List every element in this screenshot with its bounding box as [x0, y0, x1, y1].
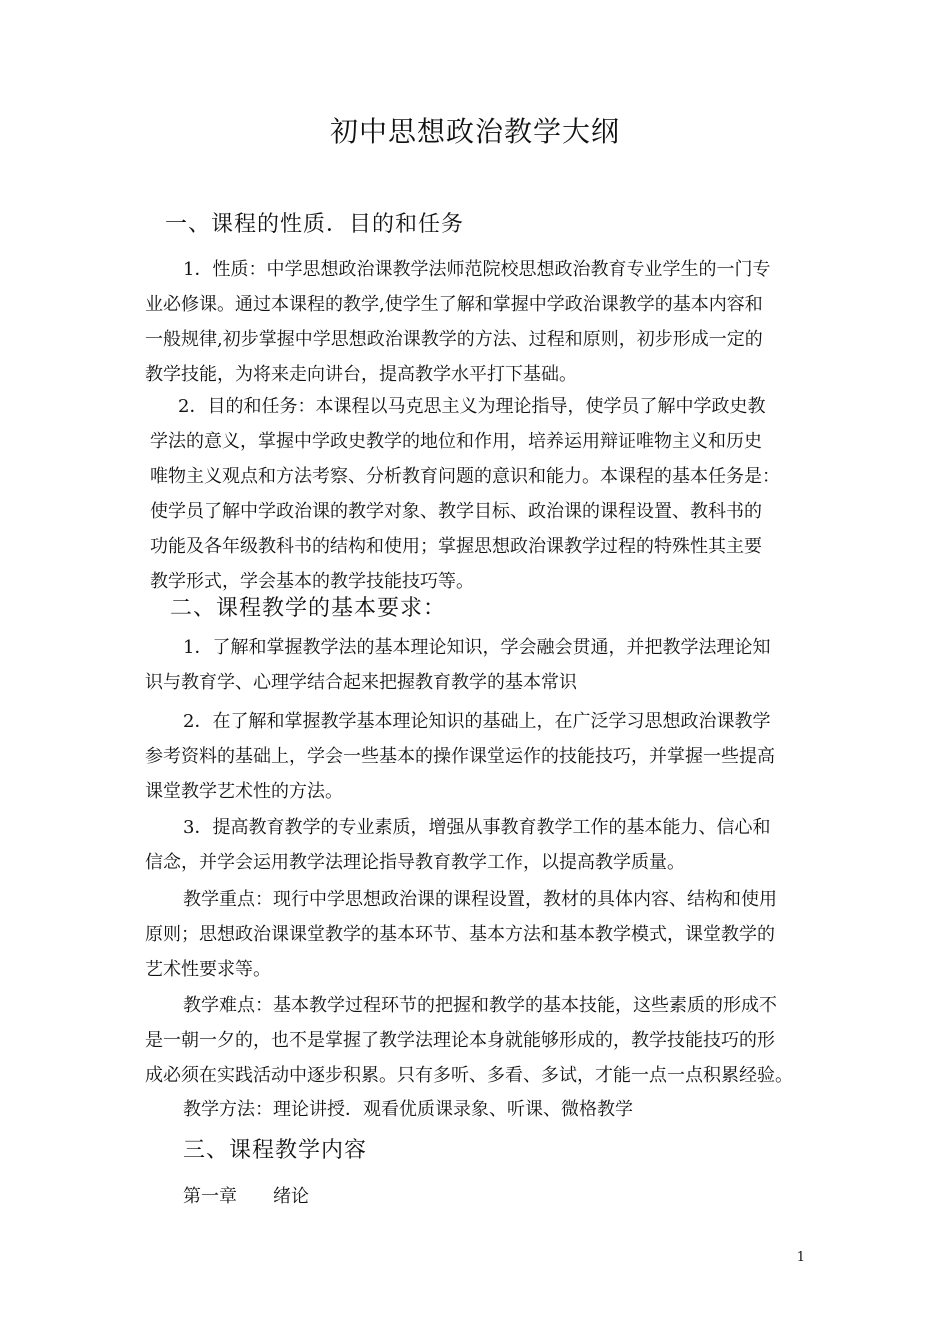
paragraph-teaching-focus — [145, 882, 810, 987]
paragraph-requirement-2 — [145, 704, 810, 809]
paragraph-teaching-methods — [183, 1092, 803, 1127]
text-line: 一般规律,初步掌握中学思想政治课教学的方法、过程和原则，初步形成一定的 — [145, 329, 763, 350]
paragraph-nature — [145, 252, 810, 392]
text-line: 课堂教学艺术性的方法。 — [145, 781, 343, 802]
text-line: 教学重点：现行中学思想政治课的课程设置，教材的具体内容、结构和使用 — [183, 889, 777, 910]
text-line: 使学员了解中学政治课的教学对象、教学目标、政治课的课程设置、教科书的 — [150, 501, 762, 522]
text-line: 艺术性要求等。 — [145, 959, 271, 980]
page-number: 1 — [796, 1250, 805, 1265]
text-line: 教学难点：基本教学过程环节的把握和教学的基本技能，这些素质的形成不 — [183, 995, 777, 1016]
text-line: 2．在了解和掌握教学基本理论知识的基础上，在广泛学习思想政治课教学 — [183, 711, 771, 732]
paragraph-requirement-1 — [145, 630, 810, 700]
chapter-heading: 第一章 绪论 — [183, 1186, 309, 1207]
paragraph-goals — [150, 389, 815, 599]
text-line: 教学技能，为将来走向讲台，提高教学水平打下基础。 — [145, 364, 577, 385]
paragraph-requirement-3 — [145, 810, 810, 880]
document-title: 初中思想政治教学大纲 — [329, 115, 620, 148]
section-heading-3: 三、课程教学内容 — [183, 1138, 368, 1163]
text-line: 教学方法：理论讲授．观看优质课录象、听课、微格教学 — [183, 1099, 633, 1120]
text-line: 1．了解和掌握教学法的基本理论知识，学会融会贯通，并把教学法理论知 — [183, 637, 771, 658]
text-line: 参考资料的基础上，学会一些基本的操作课堂运作的技能技巧，并掌握一些提高 — [145, 746, 775, 767]
section-heading-1: 一、课程的性质．目的和任务 — [165, 212, 465, 237]
text-line: 功能及各年级教科书的结构和使用；掌握思想政治课教学过程的特殊性其主要 — [150, 536, 762, 557]
text-line: 2．目的和任务：本课程以马克思主义为理论指导，使学员了解中学政史教 — [178, 396, 766, 417]
text-line: 教学形式，学会基本的教学技能技巧等。 — [150, 571, 474, 592]
text-line: 业必修课。通过本课程的教学,使学生了解和掌握中学政治课教学的基本内容和 — [145, 294, 763, 315]
text-line: 是一朝一夕的，也不是掌握了教学法理论本身就能够形成的，教学技能技巧的形 — [145, 1030, 775, 1051]
text-line: 3．提高教育教学的专业素质，增强从事教育教学工作的基本能力、信心和 — [183, 817, 771, 838]
text-line: 原则；思想政治课课堂教学的基本环节、基本方法和基本教学模式，课堂教学的 — [145, 924, 775, 945]
paragraph-teaching-difficulty — [145, 988, 810, 1093]
section-heading-2: 二、课程教学的基本要求： — [170, 596, 447, 621]
text-line: 信念，并学会运用教学法理论指导教育教学工作，以提高教学质量。 — [145, 852, 685, 873]
text-line: 识与教育学、心理学结合起来把握教育教学的基本常识 — [145, 672, 577, 693]
text-line: 唯物主义观点和方法考察、分析教育问题的意识和能力。本课程的基本任务是： — [150, 466, 780, 487]
text-line: 成必须在实践活动中逐步积累。只有多听、多看、多试，才能一点一点积累经验。 — [145, 1065, 793, 1086]
text-line: 学法的意义，掌握中学政史教学的地位和作用，培养运用辩证唯物主义和历史 — [150, 431, 762, 452]
text-line: 1．性质：中学思想政治课教学法师范院校思想政治教育专业学生的一门专 — [183, 259, 771, 280]
